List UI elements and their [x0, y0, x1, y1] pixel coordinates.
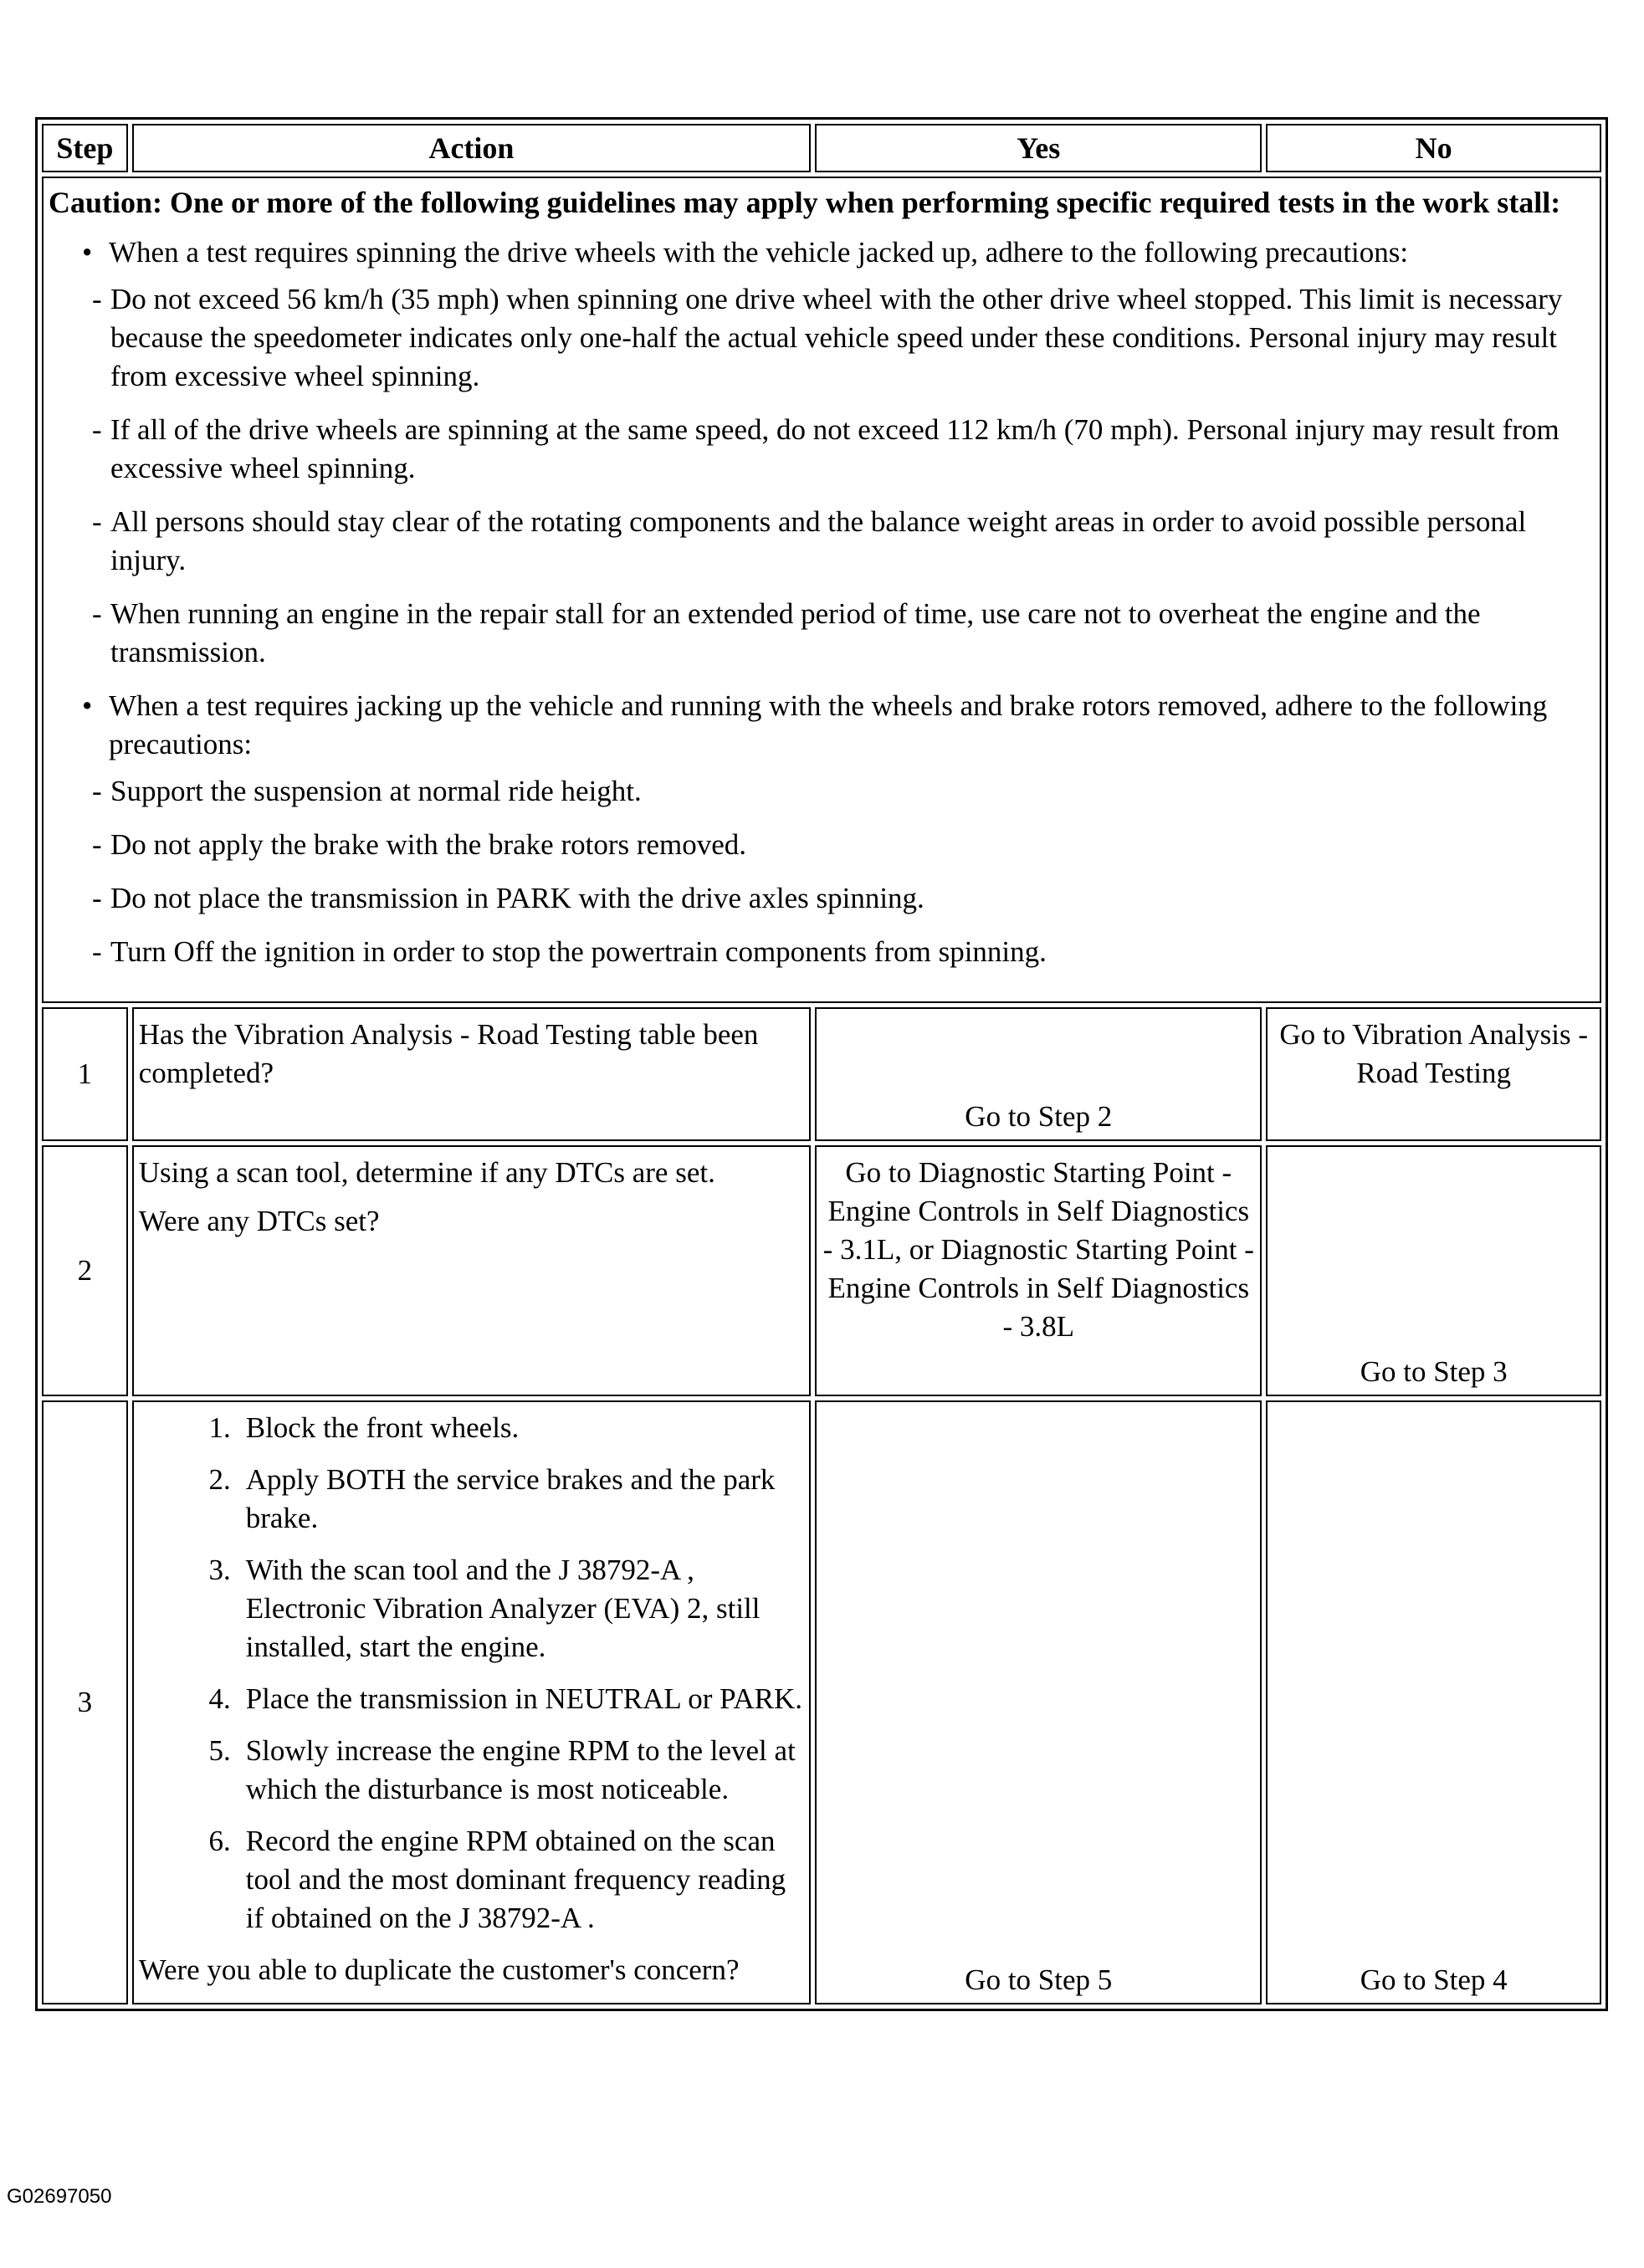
header-yes: Yes	[815, 124, 1262, 172]
action-question: Were any DTCs set?	[138, 1205, 380, 1237]
table-row-step-2	[42, 1145, 1601, 1396]
action-cell: Has the Vibration Analysis - Road Testing table been completed?	[132, 1007, 812, 1141]
action-question: Were you able to duplicate the customer's concern?	[138, 1953, 740, 1986]
caution-subitem-text: When running an engine in the repair stall for an extended period of time, use care not to overheat the engine and the transmission.	[110, 597, 1481, 668]
procedure-list	[139, 1409, 805, 1938]
action-cell	[132, 1145, 812, 1396]
procedure-step-text: Slowly increase the engine RPM to the level at which the disturbance is most noticeable.	[245, 1734, 796, 1805]
procedure-step: 2. Apply BOTH the service brakes and the park brake.	[208, 1463, 776, 1534]
caution-subitem-text: Do not exceed 56 km/h (35 mph) when spinning one drive wheel with the other drive wheel stopped. This limit is necessary because the speedometer indicates only one-half the actual vehicle speed under these conditions. Personal injury may result from excessive wheel spinning.	[110, 283, 1563, 392]
procedure-step-text: Record the engine RPM obtained on the scan tool and the most dominant frequency reading if obtained on the J 38792-A .	[245, 1825, 786, 1934]
caution-subitem-text: Support the suspension at normal ride height.	[110, 775, 642, 807]
figure-id: G02697050	[7, 2185, 112, 2208]
caution-subitem	[84, 772, 1595, 811]
step-number: 1	[42, 1007, 128, 1141]
yes-cell: Go to Step 5	[815, 1400, 1262, 2004]
yes-cell: Go to Diagnostic Starting Point - Engine Controls in Self Diagnostics - 3.1L, or Diagnostic Starting Point - Engine Controls in Self Diagnostics - 3.8L	[815, 1145, 1262, 1396]
no-cell: Go to Step 4	[1266, 1400, 1601, 2004]
caution-subitem-text: If all of the drive wheels are spinning at the same speed, do not exceed 112 km/h (70 mph). Personal injury may result from excessive wheel spinning.	[110, 413, 1559, 484]
caution-subitem	[84, 826, 1595, 864]
caution-bullet-text: When a test requires jacking up the vehicle and running with the wheels and brake rotors removed, adhere to the following precautions:	[109, 689, 1548, 760]
caution-subitem	[84, 503, 1595, 580]
dash-icon: -	[92, 597, 102, 630]
procedure-step-text: Apply BOTH the service brakes and the park brake.	[245, 1463, 776, 1534]
step-number: 3	[42, 1400, 128, 2004]
caution-row	[42, 177, 1601, 1003]
caution-bullet-1	[49, 233, 1595, 672]
caution-subitem-text: Do not place the transmission in PARK with the drive axles spinning.	[110, 882, 924, 914]
caution-subitem-text: All persons should stay clear of the rotating components and the balance weight areas in order to avoid possible personal injury.	[110, 505, 1527, 576]
bullet-dot-icon: •	[82, 689, 93, 722]
diagnostic-table	[35, 117, 1608, 2011]
table-row-step-1	[42, 1007, 1601, 1141]
procedure-step: 1. Block the front wheels.	[208, 1411, 520, 1444]
header-action: Action	[132, 124, 812, 172]
procedure-step-text: Place the transmission in NEUTRAL or PARK.	[245, 1682, 803, 1715]
caution-cell	[42, 177, 1601, 1003]
caution-subitem-text: Do not apply the brake with the brake rotors removed.	[110, 828, 747, 861]
action-cell	[132, 1400, 812, 2004]
caution-subitem	[84, 280, 1595, 396]
caution-title: Caution: One or more of the following guidelines may apply when performing specific required tests in the work stall:	[49, 186, 1561, 219]
step-number: 2	[42, 1145, 128, 1396]
no-cell: Go to Step 3	[1266, 1145, 1601, 1396]
action-text: Using a scan tool, determine if any DTCs are set.	[138, 1156, 715, 1189]
header-step: Step	[42, 124, 128, 172]
caution-bullet-2	[49, 687, 1595, 971]
dash-icon: -	[92, 775, 102, 807]
procedure-step: 6. Record the engine RPM obtained on the scan tool and the most dominant frequency reading if obtained on the J 38792-A .	[208, 1825, 786, 1934]
dash-icon: -	[92, 283, 102, 315]
procedure-step: 3. With the scan tool and the J 38792-A , Electronic Vibration Analyzer (EVA) 2, still installed, start the engine.	[208, 1554, 761, 1663]
table-header-row	[42, 124, 1601, 172]
dash-icon: -	[92, 935, 102, 968]
caution-subitem	[84, 595, 1595, 672]
procedure-step-text: Block the front wheels.	[245, 1411, 520, 1444]
caution-subitem	[84, 933, 1595, 971]
table-row-step-3	[42, 1400, 1601, 2004]
caution-bullet-text: When a test requires spinning the drive wheels with the vehicle jacked up, adhere to the following precautions:	[109, 236, 1409, 269]
procedure-step: 4. Place the transmission in NEUTRAL or PARK.	[208, 1682, 803, 1715]
caution-sublist-2	[92, 772, 1595, 971]
dash-icon: -	[92, 828, 102, 861]
dash-icon: -	[92, 505, 102, 538]
header-no: No	[1266, 124, 1601, 172]
procedure-step: 5. Slowly increase the engine RPM to the level at which the disturbance is most noticeable.	[208, 1734, 796, 1805]
no-cell: Go to Vibration Analysis - Road Testing	[1266, 1007, 1601, 1141]
procedure-step-text: With the scan tool and the J 38792-A , Electronic Vibration Analyzer (EVA) 2, still installed, start the engine.	[245, 1554, 761, 1663]
bullet-dot-icon: •	[82, 236, 93, 269]
yes-cell: Go to Step 2	[815, 1007, 1262, 1141]
caution-subitem	[84, 879, 1595, 918]
caution-bullets	[49, 233, 1595, 971]
caution-subitem	[84, 411, 1595, 488]
dash-icon: -	[92, 413, 102, 446]
dash-icon: -	[92, 882, 102, 914]
caution-subitem-text: Turn Off the ignition in order to stop the powertrain components from spinning.	[110, 935, 1047, 968]
diagnostic-page	[35, 117, 1608, 2011]
caution-sublist-1	[92, 280, 1595, 672]
